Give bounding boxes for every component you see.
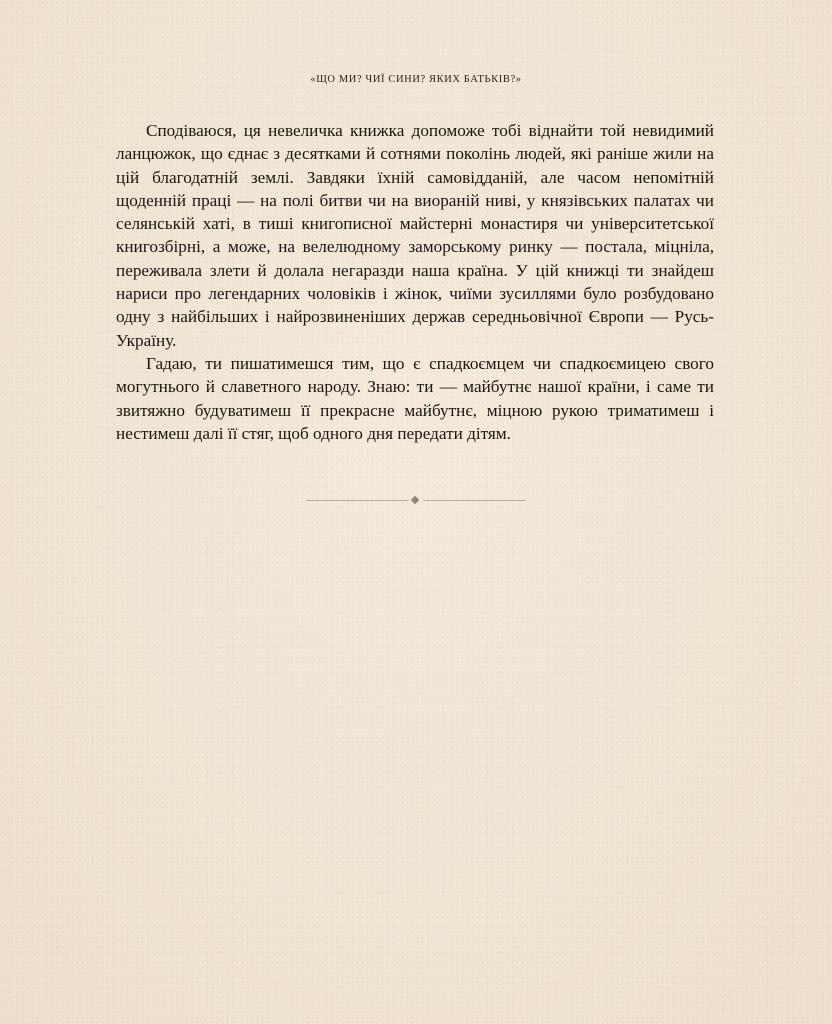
divider-line-left	[306, 500, 409, 501]
section-divider-ornament	[306, 500, 526, 502]
body-text	[116, 119, 714, 445]
diamond-icon	[411, 496, 419, 504]
running-head: «ЩО МИ? ЧИЇ СИНИ? ЯКИХ БАТЬКІВ?»	[310, 74, 522, 85]
paragraph-1: Сподіваюся, ця невеличка книжка допоможе тобі віднайти той невидимий ланцюжок, що єднає з десятками й сотнями поколінь людей, які раніше жили на цій благодатній землі. Завдяки їхній самовідданій, але часом непомітній щоденній праці — на полі битви чи на виораній ниві, у князівських палатах чи селянській хаті, в тиші книгописної майстерні монастиря чи університетської книгозбірні, а може, на велелюдному заморському ринку — постала, міцніла, переживала злети й долала негаразди наша країна. У цій книжці ти знайдеш нариси про легендарних чоловіків і жінок, чиїми зусиллями було розбудовано одну з найбільших і найрозвиненіших держав середньовічної Європи — Русь-Україну.	[116, 121, 714, 350]
paragraph-2: Гадаю, ти пишатимешся тим, що є спадкоємцем чи спадкоємицею свого могутнього й славетного народу. Знаю: ти — майбутнє нашої країни, і саме ти звитяжно будуватимеш її прекрасне майбутнє, міцною рукою триматимеш і нестимеш далі її стяг, щоб одного дня передати дітям.	[116, 353, 714, 443]
divider-line-right	[423, 500, 526, 501]
